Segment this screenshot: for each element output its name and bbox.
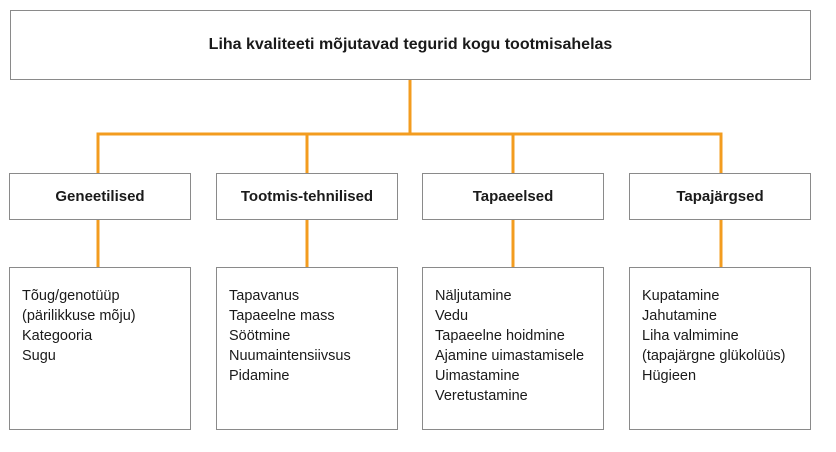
list-item: Kupatamine — [642, 288, 720, 304]
category-heading: Tapajärgsed — [676, 188, 764, 205]
root-title: Liha kvaliteeti mõjutavad tegurid kogu tootmisahelas — [208, 36, 613, 53]
factor-list — [435, 286, 603, 406]
list-item: Liha valmimine — [642, 328, 739, 344]
list-item: (pärilikkuse mõju) — [22, 308, 136, 324]
category-box-postslaughter — [629, 173, 811, 220]
list-item: Pidamine — [229, 368, 290, 384]
detail-box-preslaughter — [422, 267, 604, 430]
list-item: Tapavanus — [229, 288, 300, 304]
factor-list — [22, 286, 190, 366]
list-item: Vedu — [435, 308, 469, 324]
list-item: Sugu — [22, 348, 56, 364]
list-item: Veretustamine — [435, 388, 528, 404]
list-item: Söötmine — [229, 328, 291, 344]
category-box-production — [216, 173, 398, 220]
list-item: Tapaeelne hoidmine — [435, 328, 565, 344]
detail-box-postslaughter — [629, 267, 811, 430]
list-item: Kategooria — [22, 328, 93, 344]
detail-box-genetic — [9, 267, 191, 430]
category-box-preslaughter — [422, 173, 604, 220]
category-heading: Tapaeelsed — [472, 188, 554, 205]
detail-box-production — [216, 267, 398, 430]
list-item: (tapajärgne glükolüüs) — [642, 348, 786, 364]
list-item: Näljutamine — [435, 288, 512, 304]
category-box-genetic — [9, 173, 191, 220]
factor-list — [229, 286, 397, 386]
category-heading: Tootmis-tehnilised — [240, 188, 374, 205]
root-title-box — [10, 10, 811, 80]
list-item: Hügieen — [642, 368, 697, 384]
list-item: Ajamine uimastamisele — [435, 348, 585, 364]
list-item: Nuumaintensiivsus — [229, 348, 351, 364]
factor-list — [642, 286, 810, 386]
list-item: Jahutamine — [642, 308, 717, 324]
list-item: Uimastamine — [435, 368, 520, 384]
list-item: Tapaeelne mass — [229, 308, 335, 324]
list-item: Tõug/genotüüp — [22, 288, 120, 304]
category-heading: Geneetilised — [55, 188, 145, 205]
